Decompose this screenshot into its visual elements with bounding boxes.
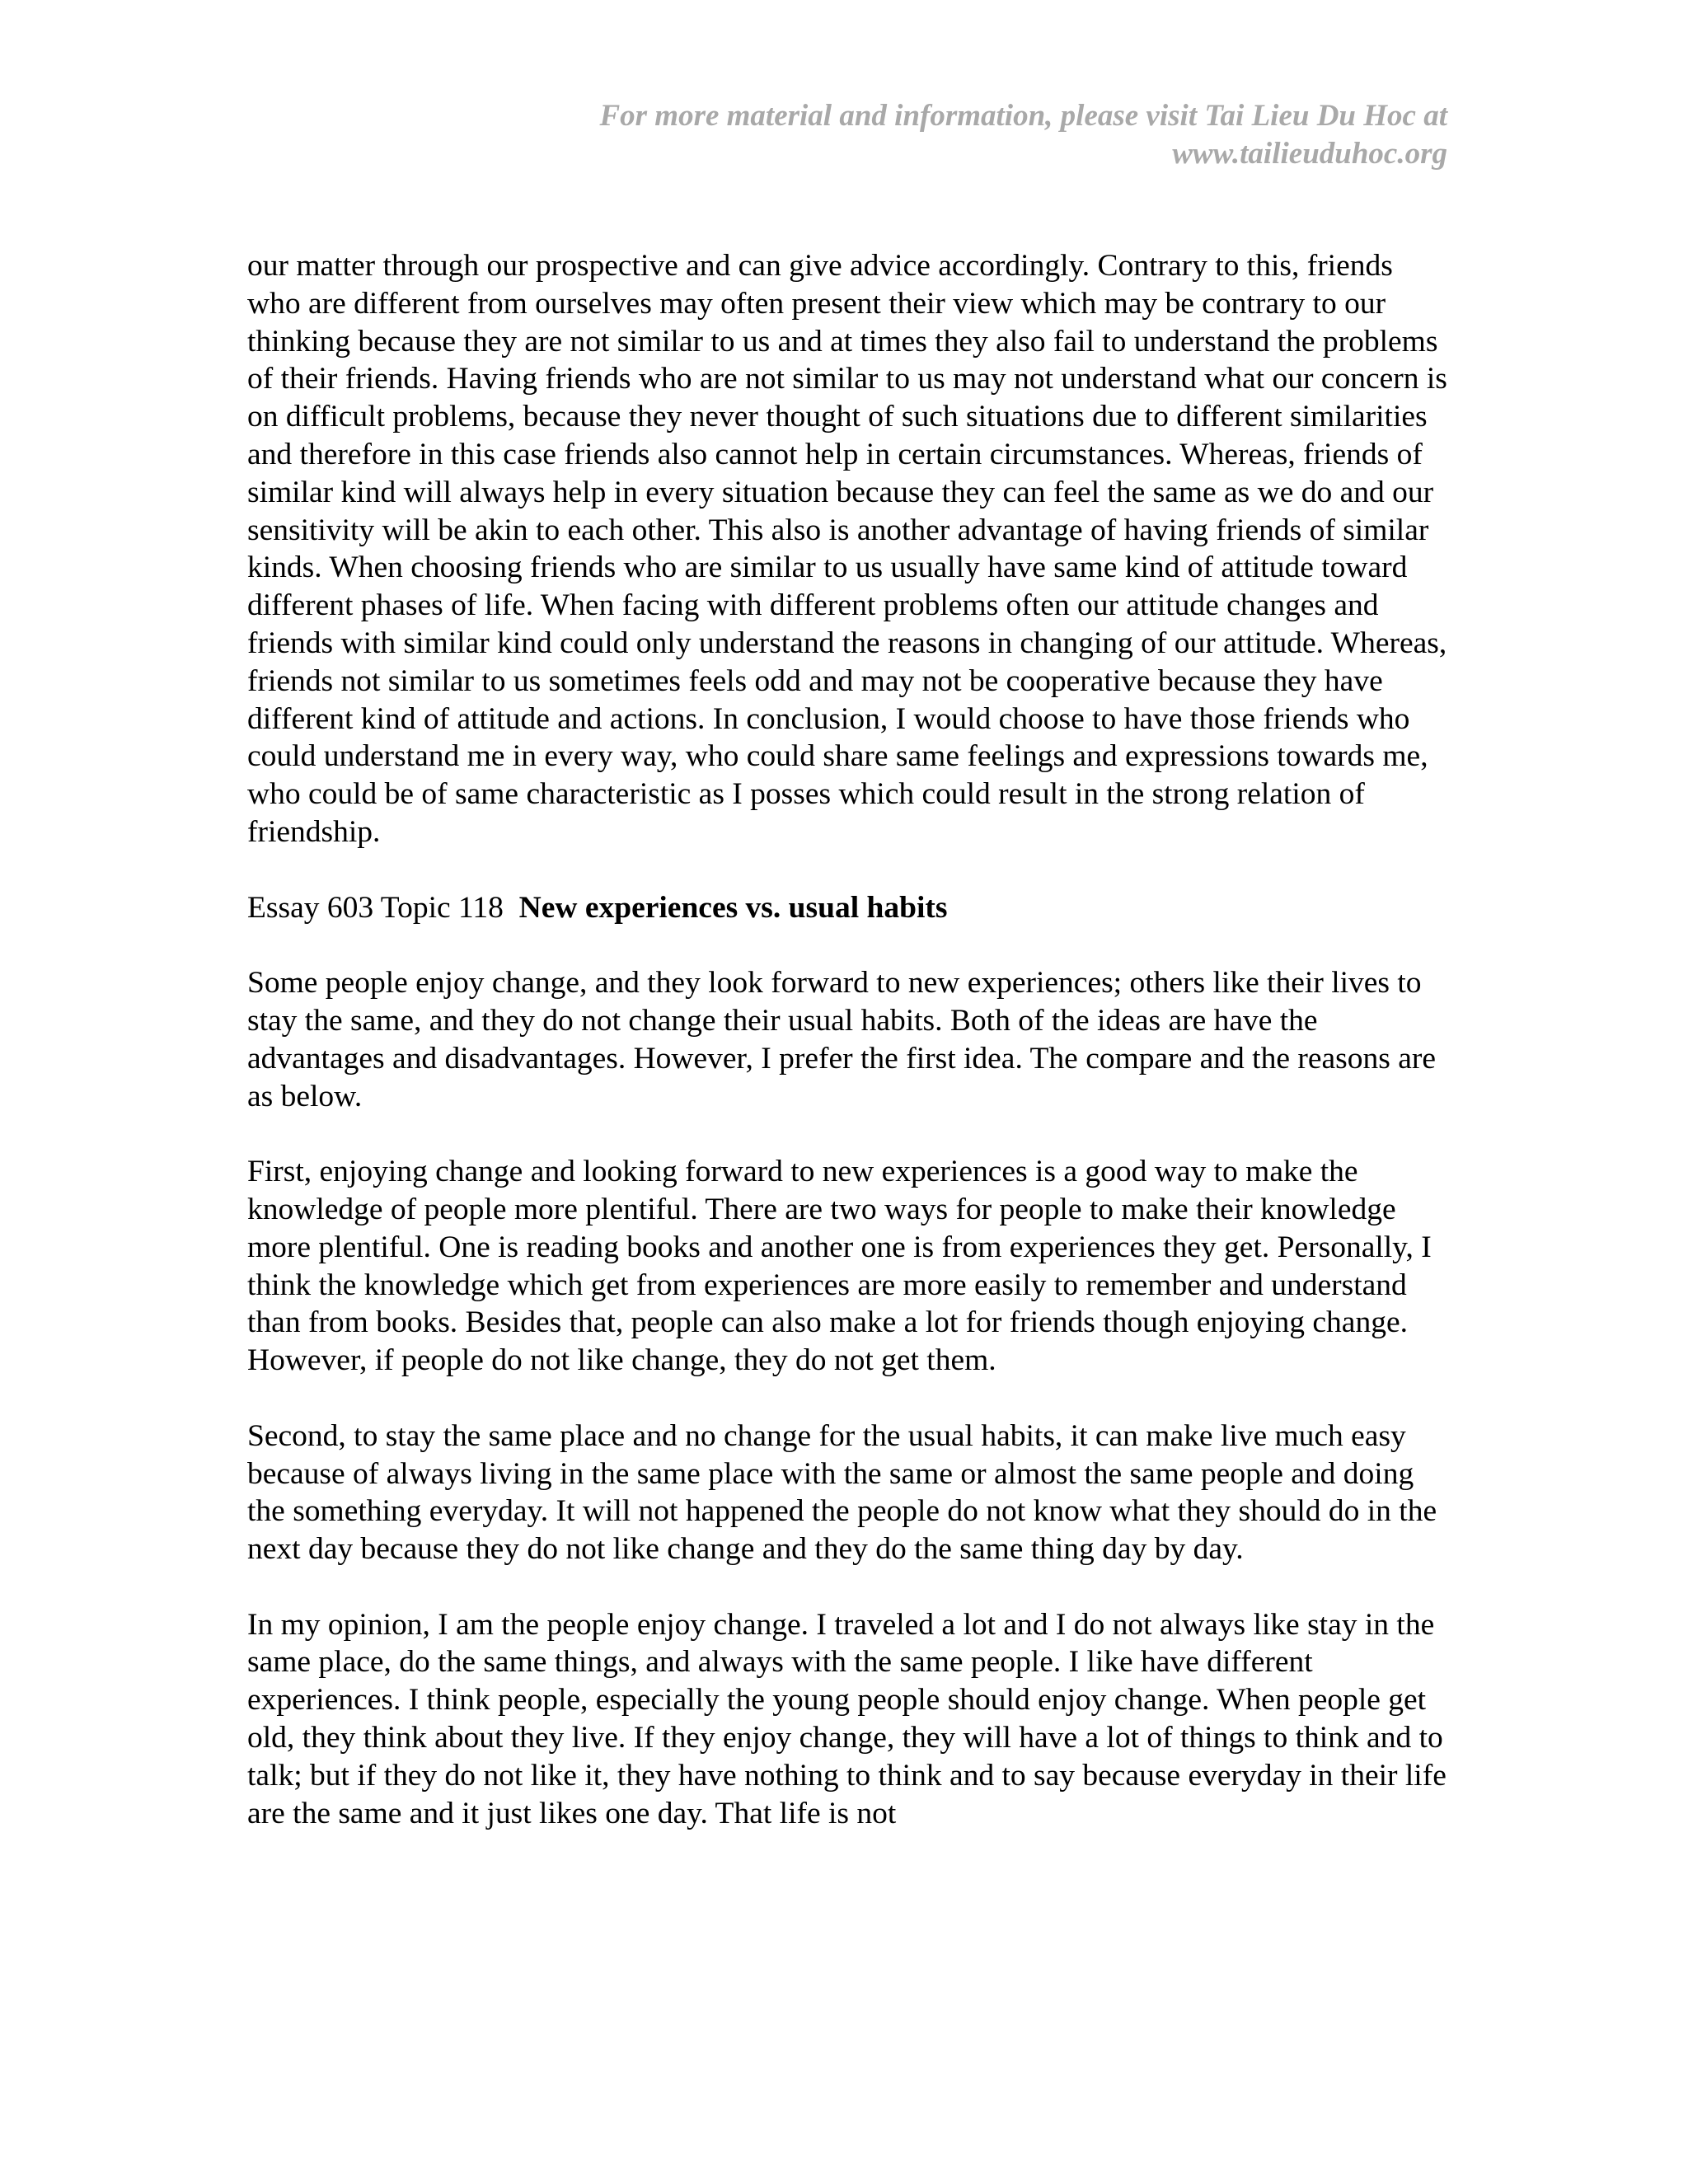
essay-paragraph-4: In my opinion, I am the people enjoy change. I traveled a lot and I do not always like stay in the same place, do the same things, and always with the same people. I like have different experiences. I think people, especially the young people should enjoy change. When people get old, they think about they live. If they enjoy change, they will have a lot of things to think and to talk; but if they do not like it, they have nothing to think and to say because everyday in their life are the same and it just likes one day. That life is not <box>247 1607 1447 1830</box>
document-body <box>247 247 1451 1870</box>
essay-heading <box>247 889 1451 927</box>
essay-label: Essay 603 Topic 118 <box>247 890 504 925</box>
header-website-link[interactable]: www.tailieuduhoc.org <box>1172 137 1447 171</box>
essay-paragraph-3: Second, to stay the same place and no change for the usual habits, it can make live much easy because of always living in the same place with the same or almost the same people and doing the something everyday. It will not happened the people do not know what they should do in the next day because they do not like change and they do the same thing day by day. <box>247 1418 1437 1567</box>
essay-title: New experiences vs. usual habits <box>518 890 948 925</box>
page-header <box>376 97 1447 173</box>
essay-paragraph-1: Some people enjoy change, and they look forward to new experiences; others like their lives to stay the same, and they do not change their usual habits. Both of the ideas are have the advantages and disadvantages. However, I prefer the first idea. The compare and the reasons are as below. <box>247 966 1436 1113</box>
essay-paragraph-2: First, enjoying change and looking forward to new experiences is a good way to make the knowledge of people more plentiful. There are two ways for people to make their knowledge more plentiful. One is reading books and another one is from experiences they get. Personally, I think the knowledge which get from experiences are more easily to remember and understand than from books. Besides that, people can also make a lot for friends though enjoying change. However, if people do not like change, they do not get them. <box>247 1155 1432 1378</box>
header-line-1: For more material and information, please visit Tai Lieu Du Hoc at <box>599 99 1447 133</box>
continuation-paragraph: our matter through our prospective and can give advice accordingly. Contrary to this, friends who are different from ourselves may often present their view which may be contrary to our thinking because they are not similar to us and at times they also fail to understand the problems of their friends. Having friends who are not similar to us may not understand what our concern is on difficult problems, because they never thought of such situations due to different similarities and therefore in this case friends also cannot help in certain circumstances. Whereas, friends of similar kind will always help in every situation because they can feel the same as we do and our sensitivity will be akin to each other. This also is another advantage of having friends of similar kinds. When choosing friends who are similar to us usually have same kind of attitude toward different phases of life. When facing with different problems often our attitude changes and friends with similar kind could only understand the reasons in changing of our attitude. Whereas, friends not similar to us sometimes feels odd and may not be cooperative because they have different kind of attitude and actions. In conclusion, I would choose to have those friends who could understand me in every way, who could share same feelings and expressions towards me, who could be of same characteristic as I posses which could result in the strong relation of friendship. <box>247 249 1447 849</box>
